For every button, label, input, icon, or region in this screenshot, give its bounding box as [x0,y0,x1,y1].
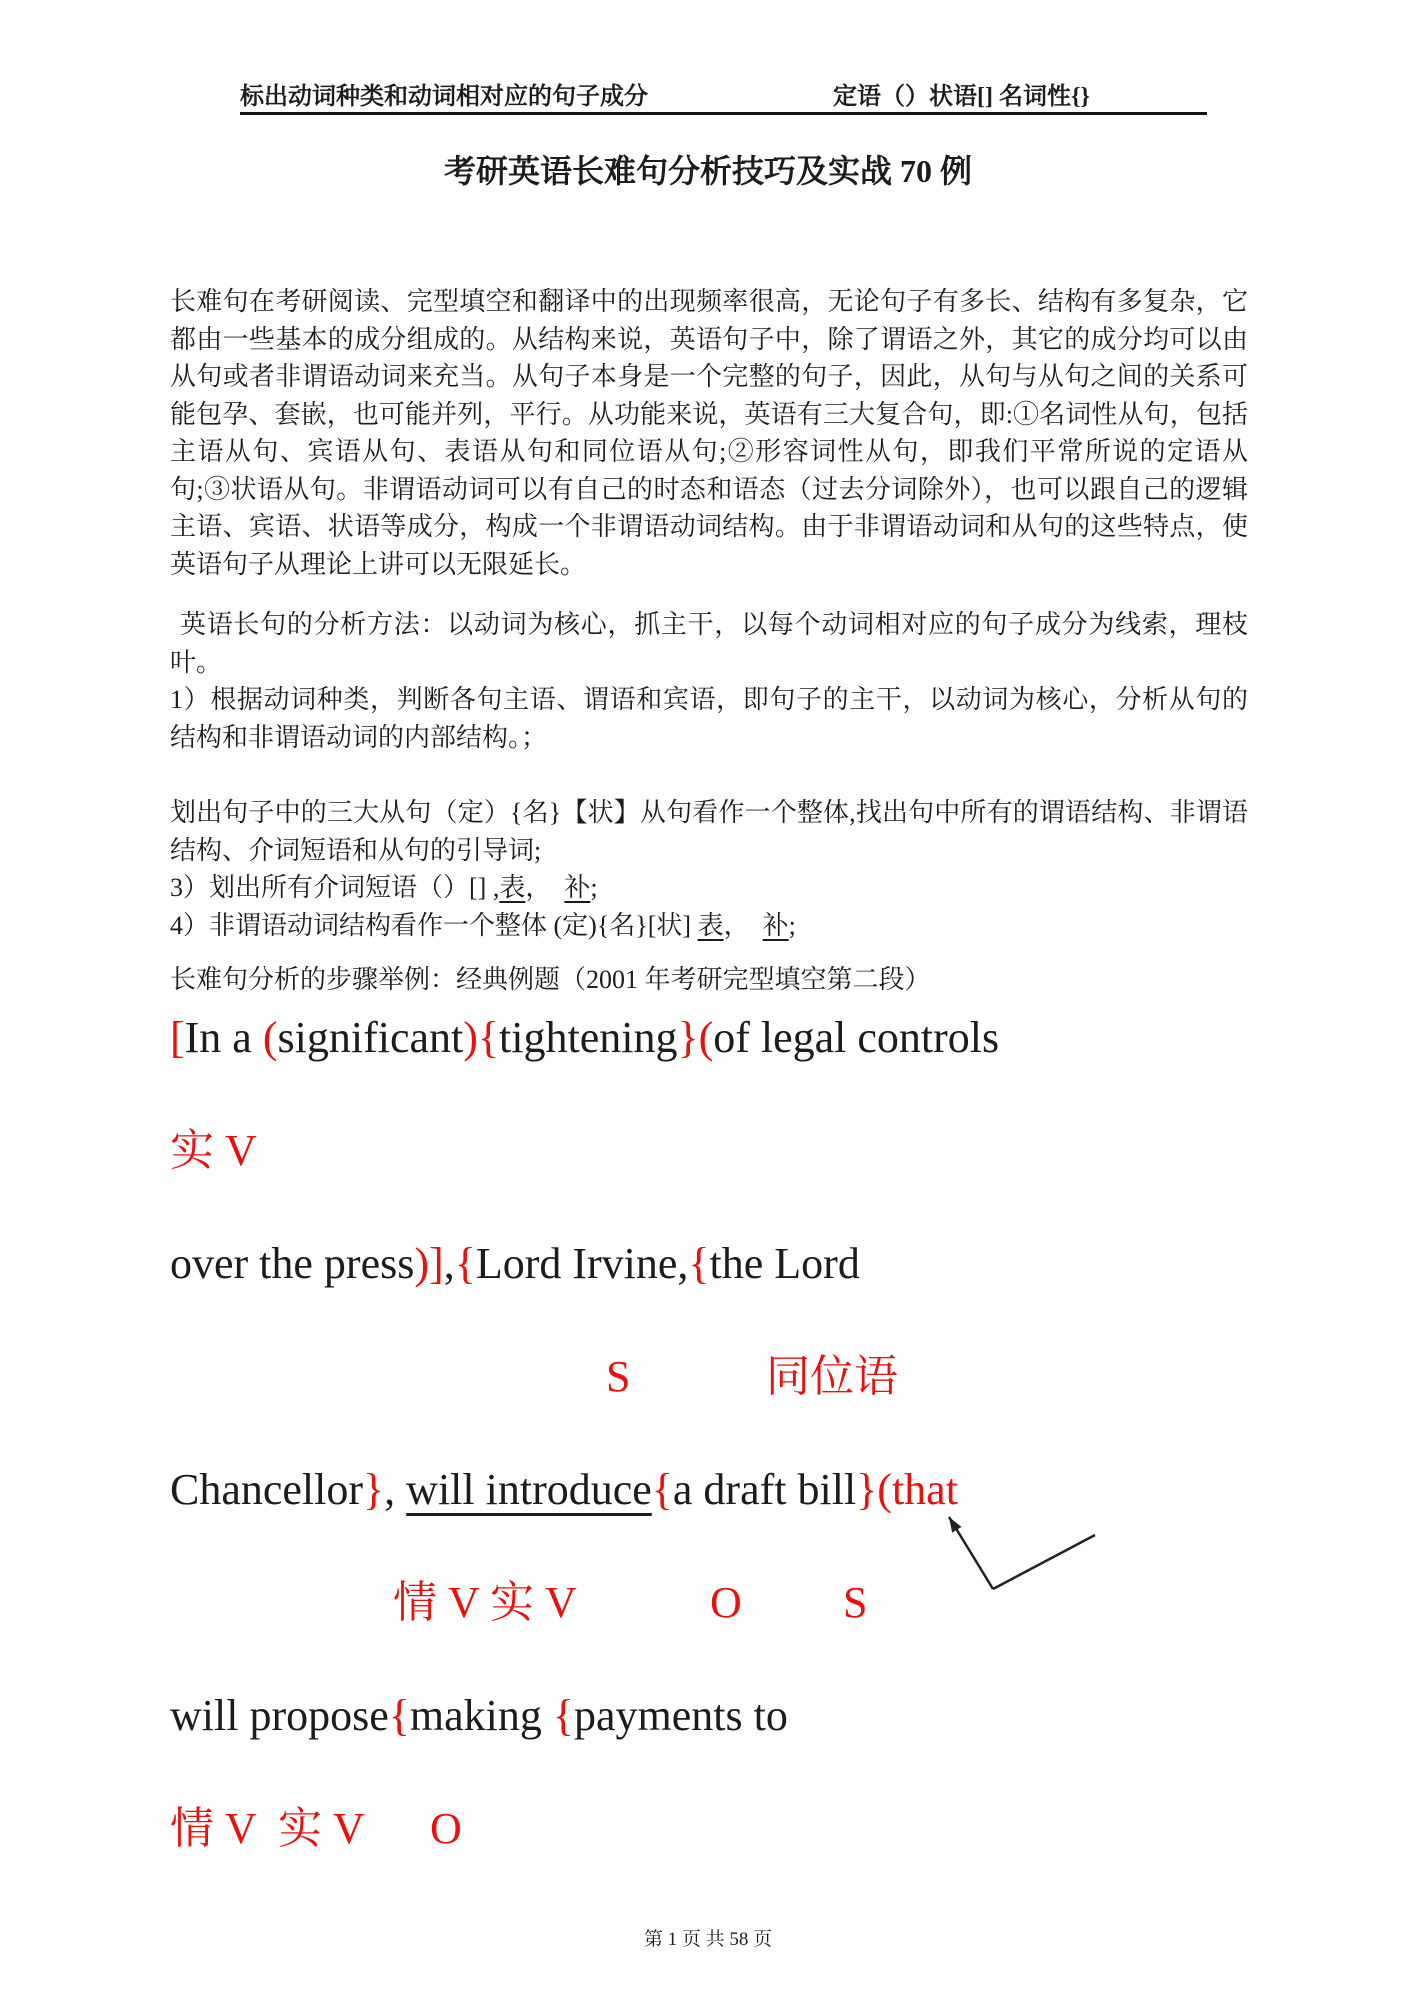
text-segment: 4）非谓语动词结构看作一个整体 (定){名}[状] [170,911,698,940]
text-segment: will introduce [406,1465,652,1514]
step2-paragraph: 划出句子中的三大从句（定）{名}【状】从句看作一个整体,找出句中所有的谓语结构、非谓语结构、介词短语和从句的引导词; [170,798,1248,865]
text-segment: the Lord [709,1239,860,1288]
text-segment: over the press [170,1239,415,1288]
header-left-text: 标出动词种类和动词相对应的句子成分 [240,84,648,110]
annotation-shi-v: 实 V [170,1126,257,1175]
text-segment: tightening [499,1013,678,1062]
step3-paragraph [170,869,1248,907]
text-segment: [ [170,1013,185,1062]
method-paragraph: 英语长句的分析方法：以动词为核心，抓主干，以每个动词相对应的句子成分为线索，理枝叶。 [170,610,1248,677]
text-segment: , [384,1465,407,1514]
text-segment: , [443,1239,455,1288]
text-segment: 3）划出所有介词短语（）[] , [170,873,500,902]
text-segment: significant [277,1013,464,1062]
annotation-appositive: 同位语 [766,1352,898,1401]
text-segment: ) [463,1013,478,1062]
text-segment: )] [414,1239,444,1288]
sentence-line-1 [170,1008,999,1068]
text-segment: { [477,1013,500,1062]
text-segment: Lord Irvine, [475,1239,689,1288]
intro-paragraph: 长难句在考研阅读、完型填空和翻译中的出现频率很高，无论句子有多长、结构有多复杂，它都由一些基本的成分组成的。从结构来说，英语句子中，除了谓语之外，其它的成分均可以由从句或者非谓语动词来充当。从句子本身是一个完整的句子，因此，从句与从句之间的关系可能包孕、套嵌，也可能并列，平行。从功能来说，英语有三大复合句，即:①名词性从句，包括主语从句、宾语从句、表语从句和同位语从句;②形容词性从句，即我们平常所说的定语从句;③状语从句。非谓语动词可以有自己的时态和语态（过去分词除外），也可以跟自己的逻辑主语、宾语、状语等成分，构成一个非谓语动词结构。由于非谓语动词和从句的这些特点，使英语句子从理论上讲可以无限延长。 [170,287,1248,579]
text-segment: { [454,1239,476,1288]
annotation-object-2: O [430,1804,462,1853]
annotation-object: O [710,1578,742,1627]
step4-paragraph [170,907,1248,945]
text-segment: ， [723,911,763,940]
text-segment: a draft bill [672,1465,857,1514]
page-number-footer: 第 1 页 共 58 页 [643,1929,773,1950]
text-segment: ， [525,873,565,902]
example-caption: 长难句分析的步骤举例：经典例题（2001 年考研完型填空第二段） [170,965,931,994]
text-segment: ; [590,873,598,902]
sentence-line-4 [170,1686,788,1746]
text-segment: In a [184,1013,263,1062]
text-segment: } [856,1465,878,1514]
text-segment: of legal controls [713,1013,1000,1062]
text-segment: { [388,1691,410,1740]
text-segment: ( [262,1013,278,1062]
text-segment: { [651,1465,673,1514]
text-segment: making [409,1691,553,1740]
text-segment: will propose [170,1691,389,1740]
annotation-subject: S [606,1352,631,1401]
text-segment: 补 [564,873,591,902]
text-segment: (that [877,1465,958,1514]
text-segment: } [677,1013,699,1062]
text-segment: Chancellor [170,1465,364,1514]
text-segment: { [552,1691,574,1740]
text-segment: payments to [574,1691,788,1740]
text-segment: 补 [762,911,789,940]
text-segment: } [363,1465,385,1514]
header-rule [240,112,1207,115]
that-reference-arrow-icon [935,1505,1105,1600]
text-segment: 表 [697,911,724,940]
page-title: 考研英语长难句分析技巧及实战 70 例 [443,153,972,189]
text-segment: 表 [499,873,526,902]
text-segment: ( [698,1013,714,1062]
header-right-text: 定语（）状语[] 名词性{} [833,84,1090,110]
annotation-subject-2: S [843,1578,868,1627]
sentence-line-3 [170,1460,958,1520]
step1-paragraph: 1）根据动词种类，判断各句主语、谓语和宾语，即句子的主干，以动词为核心，分析从句的结构和非谓语动词的内部结构。； [170,685,1248,752]
annotation-qing-v-shi-v: 情 V 实 V [393,1578,577,1627]
sentence-line-2 [170,1234,860,1294]
text-segment: { [688,1239,710,1288]
annotation-qing-v-shi-v-2: 情 V 实 V [170,1804,365,1853]
text-segment: ; [788,911,796,940]
